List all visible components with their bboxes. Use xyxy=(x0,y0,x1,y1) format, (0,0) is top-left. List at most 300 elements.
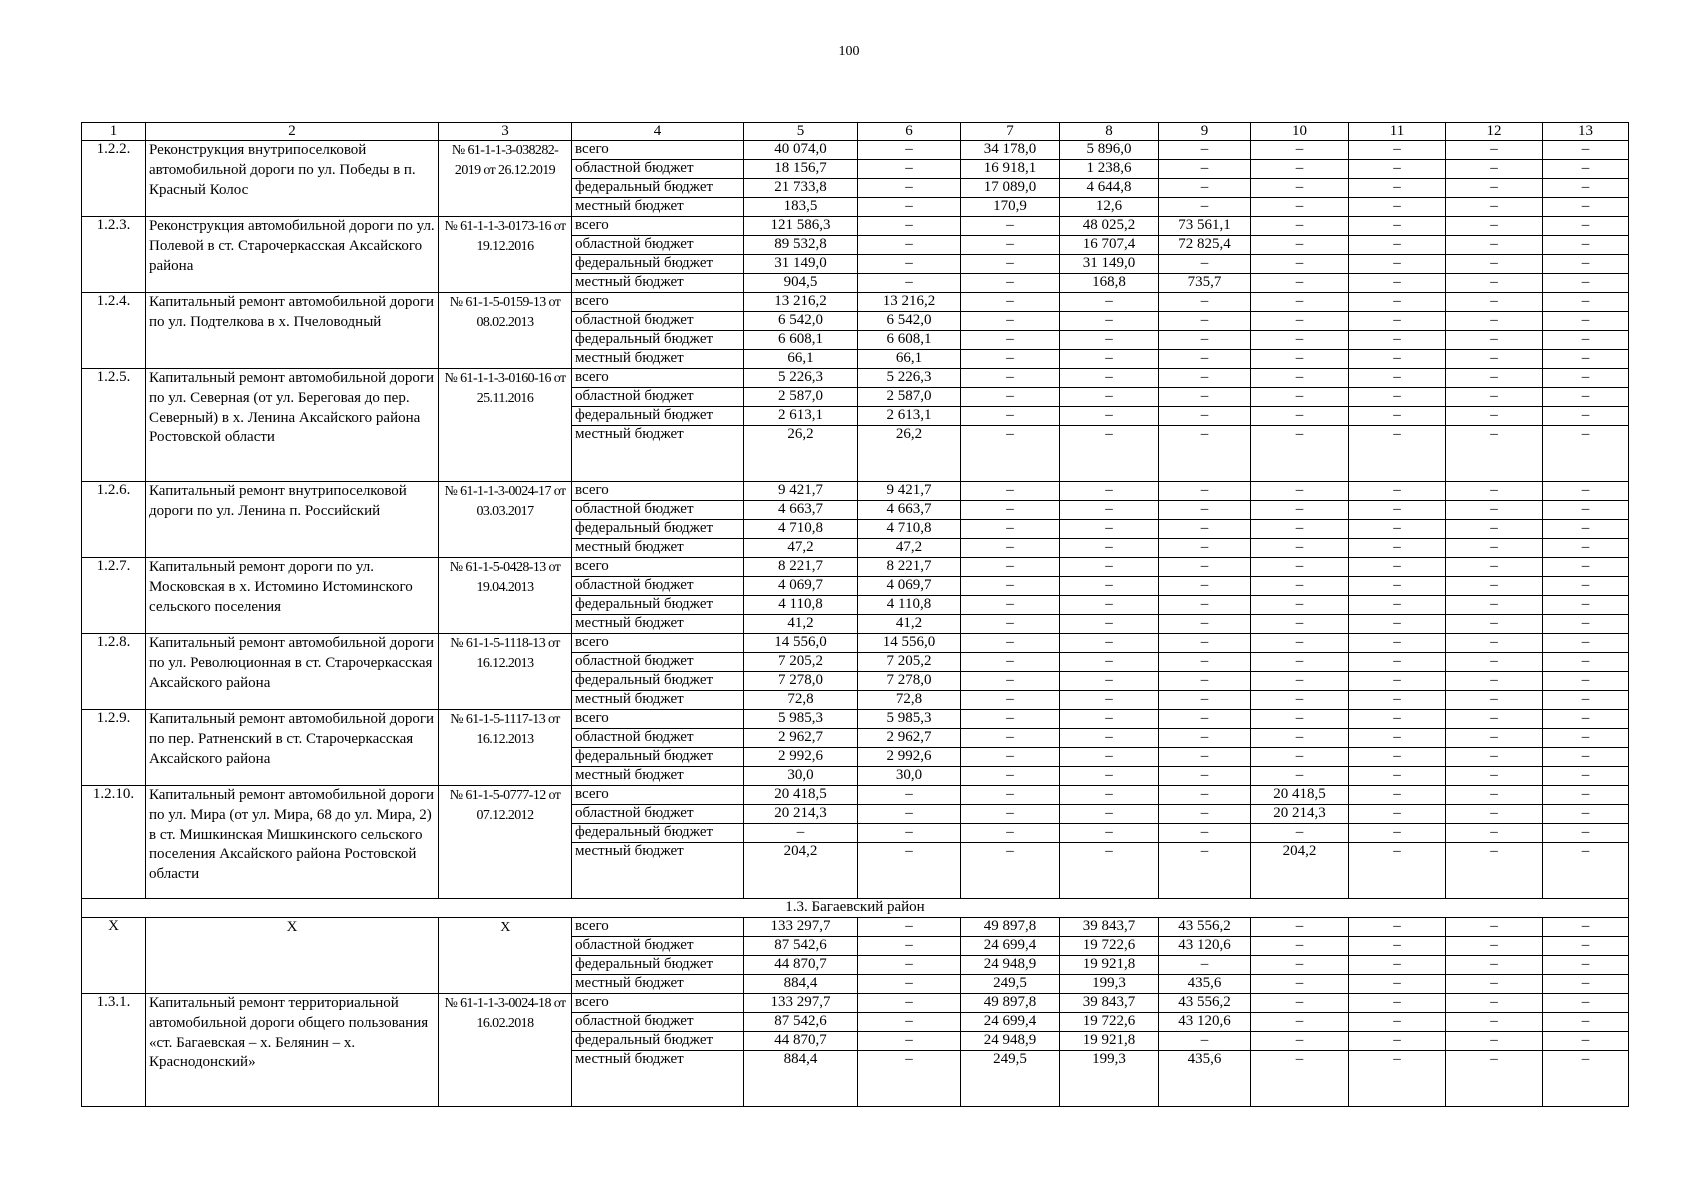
funding-source-cell: всего xyxy=(572,994,744,1013)
amount-cell: – xyxy=(1251,274,1349,293)
table-body xyxy=(82,123,1629,1107)
amount-cell: – xyxy=(1349,786,1446,805)
funding-source-cell: федеральный бюджет xyxy=(572,596,744,615)
amount-cell: – xyxy=(1251,596,1349,615)
amount-cell: – xyxy=(1446,918,1543,937)
funding-source-cell: федеральный бюджет xyxy=(572,407,744,426)
table-row xyxy=(82,293,1629,312)
amount-cell: – xyxy=(1159,634,1251,653)
document-cell: № 61-1-5-0159-13 от 08.02.2013 xyxy=(439,293,572,369)
amount-cell: – xyxy=(1446,179,1543,198)
amount-cell: – xyxy=(961,691,1060,710)
amount-cell: – xyxy=(1159,293,1251,312)
document-cell: № 61-1-1-3-0024-17 от 03.03.2017 xyxy=(439,482,572,558)
amount-cell: – xyxy=(961,824,1060,843)
item-number-cell: 1.2.7. xyxy=(82,558,146,634)
amount-cell: – xyxy=(1060,293,1159,312)
amount-cell: 30,0 xyxy=(858,767,961,786)
amount-cell: – xyxy=(1543,1032,1629,1051)
amount-cell: 47,2 xyxy=(858,539,961,558)
amount-cell: – xyxy=(1349,1013,1446,1032)
amount-cell: 24 699,4 xyxy=(961,1013,1060,1032)
amount-cell: 249,5 xyxy=(961,1051,1060,1107)
amount-cell: 30,0 xyxy=(744,767,858,786)
amount-cell: – xyxy=(1446,843,1543,899)
section-row xyxy=(82,899,1629,918)
amount-cell: – xyxy=(1349,805,1446,824)
amount-cell: – xyxy=(1543,236,1629,255)
financing-table xyxy=(81,122,1629,1107)
funding-source-cell: областной бюджет xyxy=(572,501,744,520)
amount-cell: – xyxy=(1251,407,1349,426)
amount-cell: 20 418,5 xyxy=(1251,786,1349,805)
amount-cell: – xyxy=(1060,710,1159,729)
amount-cell: 43 556,2 xyxy=(1159,994,1251,1013)
amount-cell: – xyxy=(1446,615,1543,634)
amount-cell: – xyxy=(961,255,1060,274)
amount-cell: 34 178,0 xyxy=(961,141,1060,160)
amount-cell: – xyxy=(1446,767,1543,786)
amount-cell: – xyxy=(961,710,1060,729)
amount-cell: – xyxy=(1251,293,1349,312)
amount-cell: – xyxy=(1251,558,1349,577)
amount-cell: 8 221,7 xyxy=(744,558,858,577)
amount-cell: – xyxy=(1349,350,1446,369)
amount-cell: – xyxy=(1159,312,1251,331)
amount-cell: – xyxy=(1543,501,1629,520)
amount-cell: – xyxy=(961,805,1060,824)
amount-cell: – xyxy=(1543,312,1629,331)
amount-cell: – xyxy=(1543,255,1629,274)
amount-cell: – xyxy=(1446,141,1543,160)
amount-cell: – xyxy=(1159,577,1251,596)
amount-cell: – xyxy=(1159,767,1251,786)
amount-cell: 249,5 xyxy=(961,975,1060,994)
amount-cell: – xyxy=(1349,255,1446,274)
amount-cell: – xyxy=(1446,691,1543,710)
document-cell: Х xyxy=(439,918,572,994)
amount-cell: – xyxy=(961,293,1060,312)
amount-cell: 4 644,8 xyxy=(1060,179,1159,198)
amount-cell: 5 226,3 xyxy=(858,369,961,388)
table-row xyxy=(82,217,1629,236)
amount-cell: – xyxy=(1251,937,1349,956)
amount-cell: – xyxy=(1251,236,1349,255)
funding-source-cell: всего xyxy=(572,217,744,236)
amount-cell: – xyxy=(1543,274,1629,293)
amount-cell: – xyxy=(858,217,961,236)
amount-cell: – xyxy=(1446,805,1543,824)
section-title: 1.3. Багаевский район xyxy=(82,899,1629,918)
object-name-cell: Капитальный ремонт автомобильной дороги по ул. Северная (от ул. Береговая до пер. Северный) в х. Ленина Аксайского района Ростовской области xyxy=(146,369,439,482)
amount-cell: – xyxy=(1349,937,1446,956)
document-cell: № 61-1-1-3-0160-16 от 25.11.2016 xyxy=(439,369,572,482)
table-row xyxy=(82,482,1629,501)
amount-cell: – xyxy=(1060,312,1159,331)
amount-cell: – xyxy=(1159,350,1251,369)
amount-cell: – xyxy=(1349,426,1446,482)
amount-cell: – xyxy=(961,634,1060,653)
amount-cell: 4 710,8 xyxy=(744,520,858,539)
amount-cell: 24 948,9 xyxy=(961,1032,1060,1051)
column-number-header: 12 xyxy=(1446,123,1543,141)
amount-cell: – xyxy=(1543,843,1629,899)
amount-cell: – xyxy=(1251,217,1349,236)
amount-cell: – xyxy=(1349,672,1446,691)
funding-source-cell: федеральный бюджет xyxy=(572,748,744,767)
amount-cell: 121 586,3 xyxy=(744,217,858,236)
amount-cell: 16 918,1 xyxy=(961,160,1060,179)
funding-source-cell: всего xyxy=(572,482,744,501)
amount-cell: 2 613,1 xyxy=(858,407,961,426)
amount-cell: – xyxy=(961,369,1060,388)
funding-source-cell: федеральный бюджет xyxy=(572,520,744,539)
object-name-cell: Капитальный ремонт автомобильной дороги по пер. Ратненский в ст. Старочеркасская Аксайского района xyxy=(146,710,439,786)
amount-cell: 884,4 xyxy=(744,1051,858,1107)
amount-cell: 7 278,0 xyxy=(858,672,961,691)
amount-cell: – xyxy=(961,407,1060,426)
amount-cell: – xyxy=(1446,1013,1543,1032)
amount-cell: – xyxy=(1159,653,1251,672)
amount-cell: – xyxy=(858,1013,961,1032)
amount-cell: 884,4 xyxy=(744,975,858,994)
amount-cell: – xyxy=(1251,1032,1349,1051)
funding-source-cell: федеральный бюджет xyxy=(572,179,744,198)
funding-source-cell: местный бюджет xyxy=(572,843,744,899)
amount-cell: – xyxy=(1060,824,1159,843)
amount-cell: – xyxy=(858,786,961,805)
amount-cell: – xyxy=(961,786,1060,805)
amount-cell: – xyxy=(1060,539,1159,558)
amount-cell: – xyxy=(1446,577,1543,596)
amount-cell: – xyxy=(1251,482,1349,501)
amount-cell: – xyxy=(1251,520,1349,539)
amount-cell: – xyxy=(1446,293,1543,312)
amount-cell: – xyxy=(1446,937,1543,956)
amount-cell: – xyxy=(1060,482,1159,501)
amount-cell: – xyxy=(1446,653,1543,672)
amount-cell: – xyxy=(1349,1051,1446,1107)
amount-cell: 4 069,7 xyxy=(858,577,961,596)
amount-cell: – xyxy=(1251,312,1349,331)
amount-cell: – xyxy=(1349,482,1446,501)
amount-cell: – xyxy=(1543,482,1629,501)
amount-cell: 19 921,8 xyxy=(1060,956,1159,975)
amount-cell: – xyxy=(1349,710,1446,729)
amount-cell: – xyxy=(1251,331,1349,350)
table-row xyxy=(82,994,1629,1013)
amount-cell: – xyxy=(1159,426,1251,482)
amount-cell: 19 921,8 xyxy=(1060,1032,1159,1051)
amount-cell: – xyxy=(1446,274,1543,293)
amount-cell: – xyxy=(1251,388,1349,407)
amount-cell: – xyxy=(858,843,961,899)
amount-cell: 39 843,7 xyxy=(1060,994,1159,1013)
amount-cell: – xyxy=(1159,388,1251,407)
document-cell: № 61-1-1-3-038282-2019 от 26.12.2019 xyxy=(439,141,572,217)
amount-cell: 2 587,0 xyxy=(858,388,961,407)
amount-cell: – xyxy=(1349,198,1446,217)
amount-cell: – xyxy=(1251,767,1349,786)
table-row xyxy=(82,141,1629,160)
amount-cell: – xyxy=(858,1051,961,1107)
amount-cell: – xyxy=(1060,634,1159,653)
amount-cell: 31 149,0 xyxy=(744,255,858,274)
funding-source-cell: федеральный бюджет xyxy=(572,956,744,975)
amount-cell: 133 297,7 xyxy=(744,918,858,937)
amount-cell: – xyxy=(1543,388,1629,407)
amount-cell: – xyxy=(1251,634,1349,653)
amount-cell: – xyxy=(1251,426,1349,482)
amount-cell: – xyxy=(1446,350,1543,369)
amount-cell: – xyxy=(1251,918,1349,937)
table-row xyxy=(82,369,1629,388)
amount-cell: – xyxy=(1349,141,1446,160)
amount-cell: – xyxy=(1543,786,1629,805)
page-number: 100 xyxy=(838,44,860,59)
object-name-cell: Капитальный ремонт территориальной автомобильной дороги общего пользования «ст. Багаевская – х. Белянин – х. Краснодонский» xyxy=(146,994,439,1107)
amount-cell: – xyxy=(1159,596,1251,615)
amount-cell: – xyxy=(1543,160,1629,179)
amount-cell: – xyxy=(1159,729,1251,748)
amount-cell: – xyxy=(1159,179,1251,198)
amount-cell: – xyxy=(961,596,1060,615)
amount-cell: 89 532,8 xyxy=(744,236,858,255)
amount-cell: 2 613,1 xyxy=(744,407,858,426)
amount-cell: 6 608,1 xyxy=(744,331,858,350)
funding-source-cell: областной бюджет xyxy=(572,388,744,407)
amount-cell: – xyxy=(1349,236,1446,255)
column-number-header: 4 xyxy=(572,123,744,141)
amount-cell: 47,2 xyxy=(744,539,858,558)
funding-source-cell: местный бюджет xyxy=(572,539,744,558)
column-number-header: 13 xyxy=(1543,123,1629,141)
amount-cell: 5 896,0 xyxy=(1060,141,1159,160)
amount-cell: – xyxy=(1251,179,1349,198)
amount-cell: – xyxy=(1251,975,1349,994)
amount-cell: – xyxy=(1159,331,1251,350)
amount-cell: 5 226,3 xyxy=(744,369,858,388)
amount-cell: – xyxy=(961,615,1060,634)
amount-cell: 2 587,0 xyxy=(744,388,858,407)
funding-source-cell: местный бюджет xyxy=(572,350,744,369)
amount-cell: – xyxy=(1543,805,1629,824)
amount-cell: – xyxy=(858,994,961,1013)
item-number-cell: 1.2.3. xyxy=(82,217,146,293)
amount-cell: – xyxy=(1543,520,1629,539)
amount-cell: – xyxy=(1543,710,1629,729)
amount-cell: – xyxy=(1349,634,1446,653)
amount-cell: 8 221,7 xyxy=(858,558,961,577)
column-number-header: 2 xyxy=(146,123,439,141)
amount-cell: – xyxy=(1251,672,1349,691)
amount-cell: – xyxy=(961,577,1060,596)
amount-cell: – xyxy=(1159,710,1251,729)
amount-cell: 2 962,7 xyxy=(744,729,858,748)
amount-cell: – xyxy=(858,255,961,274)
funding-source-cell: федеральный бюджет xyxy=(572,1032,744,1051)
amount-cell: – xyxy=(1446,1051,1543,1107)
amount-cell: – xyxy=(1349,501,1446,520)
amount-cell: 1 238,6 xyxy=(1060,160,1159,179)
amount-cell: 170,9 xyxy=(961,198,1060,217)
amount-cell: – xyxy=(1159,407,1251,426)
amount-cell: – xyxy=(1349,274,1446,293)
amount-cell: – xyxy=(1349,331,1446,350)
amount-cell: – xyxy=(1349,691,1446,710)
column-number-row xyxy=(82,123,1629,141)
item-number-cell: 1.3.1. xyxy=(82,994,146,1107)
amount-cell: – xyxy=(1349,615,1446,634)
amount-cell: – xyxy=(1159,501,1251,520)
column-number-header: 8 xyxy=(1060,123,1159,141)
amount-cell: – xyxy=(961,672,1060,691)
amount-cell: 7 278,0 xyxy=(744,672,858,691)
amount-cell: – xyxy=(961,217,1060,236)
amount-cell: 39 843,7 xyxy=(1060,918,1159,937)
amount-cell: – xyxy=(961,388,1060,407)
amount-cell: 4 110,8 xyxy=(744,596,858,615)
amount-cell: – xyxy=(1543,179,1629,198)
amount-cell: – xyxy=(1060,350,1159,369)
column-number-header: 9 xyxy=(1159,123,1251,141)
amount-cell: 72 825,4 xyxy=(1159,236,1251,255)
amount-cell: – xyxy=(1251,160,1349,179)
amount-cell: – xyxy=(1543,426,1629,482)
funding-source-cell: областной бюджет xyxy=(572,805,744,824)
amount-cell: – xyxy=(1251,653,1349,672)
amount-cell: – xyxy=(1543,918,1629,937)
amount-cell: – xyxy=(961,331,1060,350)
amount-cell: – xyxy=(1251,369,1349,388)
document-cell: № 61-1-5-1117-13 от 16.12.2013 xyxy=(439,710,572,786)
amount-cell: – xyxy=(858,805,961,824)
amount-cell: – xyxy=(1543,539,1629,558)
amount-cell: – xyxy=(1349,729,1446,748)
amount-cell: – xyxy=(1446,369,1543,388)
amount-cell: 13 216,2 xyxy=(744,293,858,312)
amount-cell: – xyxy=(1349,748,1446,767)
amount-cell: – xyxy=(1349,994,1446,1013)
amount-cell: – xyxy=(1159,558,1251,577)
amount-cell: – xyxy=(1159,824,1251,843)
amount-cell: – xyxy=(1446,501,1543,520)
amount-cell: 904,5 xyxy=(744,274,858,293)
amount-cell: – xyxy=(961,312,1060,331)
column-number-header: 1 xyxy=(82,123,146,141)
amount-cell: 18 156,7 xyxy=(744,160,858,179)
amount-cell: – xyxy=(1159,539,1251,558)
funding-source-cell: всего xyxy=(572,293,744,312)
amount-cell: 2 962,7 xyxy=(858,729,961,748)
item-number-cell: 1.2.8. xyxy=(82,634,146,710)
amount-cell: – xyxy=(1543,956,1629,975)
amount-cell: – xyxy=(1543,1051,1629,1107)
amount-cell: – xyxy=(1446,710,1543,729)
amount-cell: – xyxy=(1251,956,1349,975)
funding-source-cell: местный бюджет xyxy=(572,975,744,994)
funding-source-cell: федеральный бюджет xyxy=(572,672,744,691)
amount-cell: – xyxy=(1349,824,1446,843)
amount-cell: 133 297,7 xyxy=(744,994,858,1013)
amount-cell: – xyxy=(961,482,1060,501)
funding-source-cell: областной бюджет xyxy=(572,577,744,596)
amount-cell: 26,2 xyxy=(744,426,858,482)
amount-cell: 7 205,2 xyxy=(744,653,858,672)
object-name-cell: Капитальный ремонт автомобильной дороги по ул. Революционная в ст. Старочеркасская Аксайского района xyxy=(146,634,439,710)
funding-source-cell: областной бюджет xyxy=(572,160,744,179)
amount-cell: – xyxy=(961,558,1060,577)
amount-cell: – xyxy=(1060,331,1159,350)
amount-cell: – xyxy=(1060,388,1159,407)
amount-cell: – xyxy=(1251,710,1349,729)
amount-cell: – xyxy=(1543,198,1629,217)
funding-source-cell: местный бюджет xyxy=(572,615,744,634)
amount-cell: – xyxy=(858,141,961,160)
amount-cell: – xyxy=(858,198,961,217)
amount-cell: – xyxy=(1159,198,1251,217)
column-number-header: 6 xyxy=(858,123,961,141)
amount-cell: – xyxy=(961,426,1060,482)
amount-cell: – xyxy=(961,236,1060,255)
amount-cell: – xyxy=(1349,407,1446,426)
amount-cell: 14 556,0 xyxy=(858,634,961,653)
amount-cell: – xyxy=(1543,217,1629,236)
amount-cell: – xyxy=(1446,634,1543,653)
amount-cell: – xyxy=(1446,331,1543,350)
amount-cell: – xyxy=(858,824,961,843)
column-number-header: 10 xyxy=(1251,123,1349,141)
amount-cell: – xyxy=(1349,558,1446,577)
object-name-cell: Капитальный ремонт внутрипоселковой дороги по ул. Ленина п. Российский xyxy=(146,482,439,558)
amount-cell: 19 722,6 xyxy=(1060,937,1159,956)
funding-source-cell: областной бюджет xyxy=(572,729,744,748)
amount-cell: – xyxy=(1543,293,1629,312)
amount-cell: 6 542,0 xyxy=(858,312,961,331)
amount-cell: – xyxy=(1251,994,1349,1013)
amount-cell: – xyxy=(1349,1032,1446,1051)
amount-cell: – xyxy=(1159,160,1251,179)
amount-cell: 7 205,2 xyxy=(858,653,961,672)
amount-cell: – xyxy=(1060,596,1159,615)
amount-cell: – xyxy=(1543,824,1629,843)
amount-cell: – xyxy=(858,160,961,179)
amount-cell: – xyxy=(1159,255,1251,274)
amount-cell: – xyxy=(1543,407,1629,426)
amount-cell: 16 707,4 xyxy=(1060,236,1159,255)
amount-cell: – xyxy=(1159,520,1251,539)
amount-cell: – xyxy=(1159,615,1251,634)
amount-cell: 72,8 xyxy=(744,691,858,710)
table-row xyxy=(82,634,1629,653)
amount-cell: 199,3 xyxy=(1060,1051,1159,1107)
funding-source-cell: областной бюджет xyxy=(572,937,744,956)
funding-source-cell: местный бюджет xyxy=(572,691,744,710)
amount-cell: – xyxy=(1349,369,1446,388)
amount-cell: 199,3 xyxy=(1060,975,1159,994)
amount-cell: – xyxy=(1446,824,1543,843)
amount-cell: – xyxy=(1349,596,1446,615)
amount-cell: 4 663,7 xyxy=(744,501,858,520)
amount-cell: – xyxy=(1446,236,1543,255)
amount-cell: 4 110,8 xyxy=(858,596,961,615)
amount-cell: 435,6 xyxy=(1159,1051,1251,1107)
amount-cell: – xyxy=(1251,141,1349,160)
amount-cell: 20 214,3 xyxy=(1251,805,1349,824)
amount-cell: 87 542,6 xyxy=(744,937,858,956)
amount-cell: 9 421,7 xyxy=(744,482,858,501)
amount-cell: 17 089,0 xyxy=(961,179,1060,198)
